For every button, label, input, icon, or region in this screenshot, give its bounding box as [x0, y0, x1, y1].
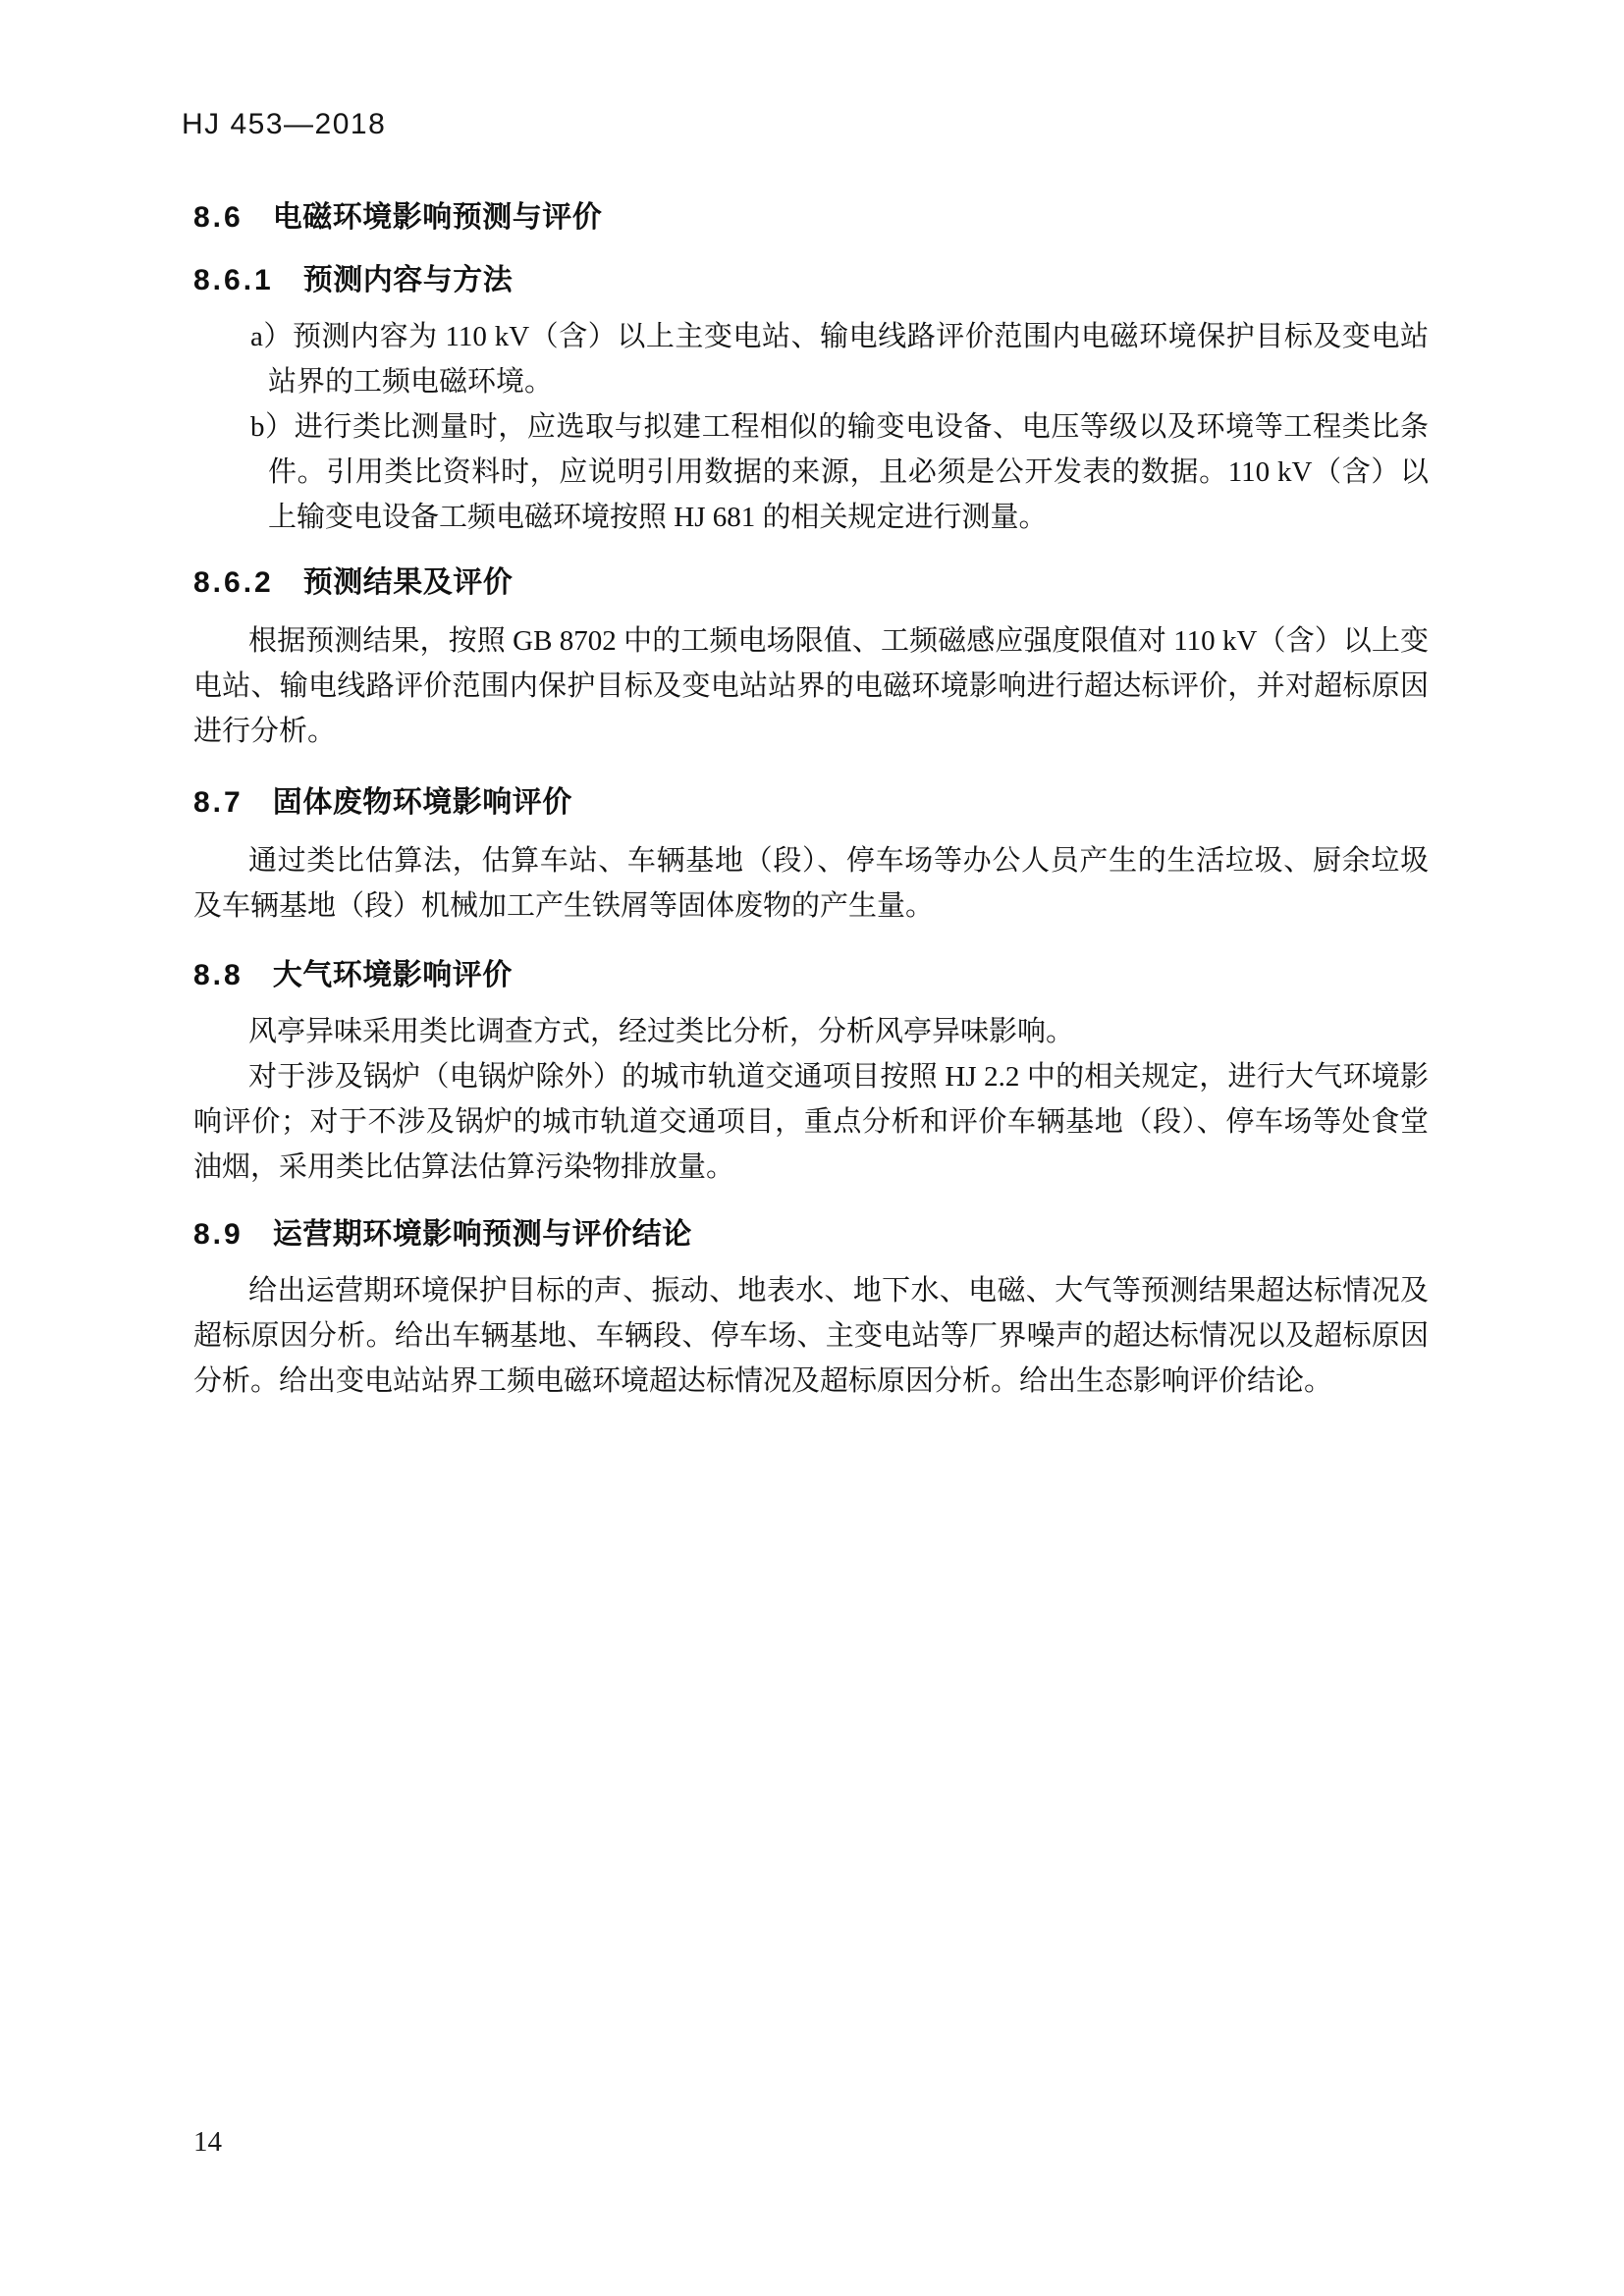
list-text: 进行类比测量时，应选取与拟建工程相似的输变电设备、电压等级以及环境等工程类比条件。引用类比资料时，应说明引用数据的来源，且必须是公开发表的数据。110 kV（含）以上输变电设备工频电磁环境按照 HJ 681 的相关规定进行测量。: [268, 411, 1429, 533]
heading-number: 8.8: [193, 959, 244, 991]
heading-number: 8.6.1: [193, 264, 274, 296]
section-heading-8-9: [193, 1217, 1429, 1253]
heading-title: 固体废物环境影响评价: [272, 786, 572, 819]
list-marker: a）: [250, 321, 293, 352]
heading-number: 8.6: [193, 201, 244, 234]
section-heading-8-7: [193, 785, 1429, 821]
heading-number: 8.9: [193, 1218, 244, 1251]
heading-title: 电磁环境影响预测与评价: [272, 201, 603, 234]
paragraph-8-8-b: 对于涉及锅炉（电锅炉除外）的城市轨道交通项目按照 HJ 2.2 中的相关规定，进行大气环境影响评价；对于不涉及锅炉的城市轨道交通项目，重点分析和评价车辆基地（段）、停车场等处食堂油烟，采用类比估算法估算污染物排放量。: [193, 1061, 1429, 1183]
paragraph-8-8-a: 风亭异味采用类比调查方式，经过类比分析，分析风亭异味影响。: [248, 1016, 1075, 1047]
section-heading-8-8: [193, 958, 1429, 993]
lettered-list: [193, 314, 1429, 540]
heading-title: 预测内容与方法: [302, 264, 514, 296]
heading-title: 运营期环境影响预测与评价结论: [272, 1218, 692, 1251]
list-marker: b）: [250, 411, 295, 443]
list-text: 预测内容为 110 kV（含）以上主变电站、输电线路评价范围内电磁环境保护目标及变电站站界的工频电磁环境。: [268, 321, 1429, 398]
section-heading-8-6: [193, 200, 1429, 236]
paragraph-8-7: 通过类比估算法，估算车站、车辆基地（段）、停车场等办公人员产生的生活垃圾、厨余垃圾及车辆基地（段）机械加工产生铁屑等固体废物的产生量。: [193, 845, 1429, 922]
heading-title: 预测结果及评价: [302, 566, 514, 599]
standard-code: HJ 453—2018: [182, 108, 387, 140]
list-item-b: [250, 404, 1429, 540]
paragraph-8-6-2: 根据预测结果，按照 GB 8702 中的工频电场限值、工频磁感应强度限值对 110 kV（含）以上变电站、输电线路评价范围内保护目标及变电站站界的电磁环境影响进行超达标评价，并对超标原因进行分析。: [193, 625, 1429, 747]
page-number: 14: [193, 2126, 222, 2158]
section-heading-8-6-1: [193, 263, 1429, 298]
heading-number: 8.6.2: [193, 566, 274, 599]
document-content: [193, 141, 1429, 1404]
heading-number: 8.7: [193, 786, 244, 819]
paragraph-8-9: 给出运营期环境保护目标的声、振动、地表水、地下水、电磁、大气等预测结果超达标情况及超标原因分析。给出车辆基地、车辆段、停车场、主变电站等厂界噪声的超达标情况以及超标原因分析。给出变电站站界工频电磁环境超达标情况及超标原因分析。给出生态影响评价结论。: [193, 1275, 1429, 1397]
heading-title: 大气环境影响评价: [272, 959, 513, 991]
list-item-a: [250, 314, 1429, 404]
section-heading-8-6-2: [193, 565, 1429, 601]
